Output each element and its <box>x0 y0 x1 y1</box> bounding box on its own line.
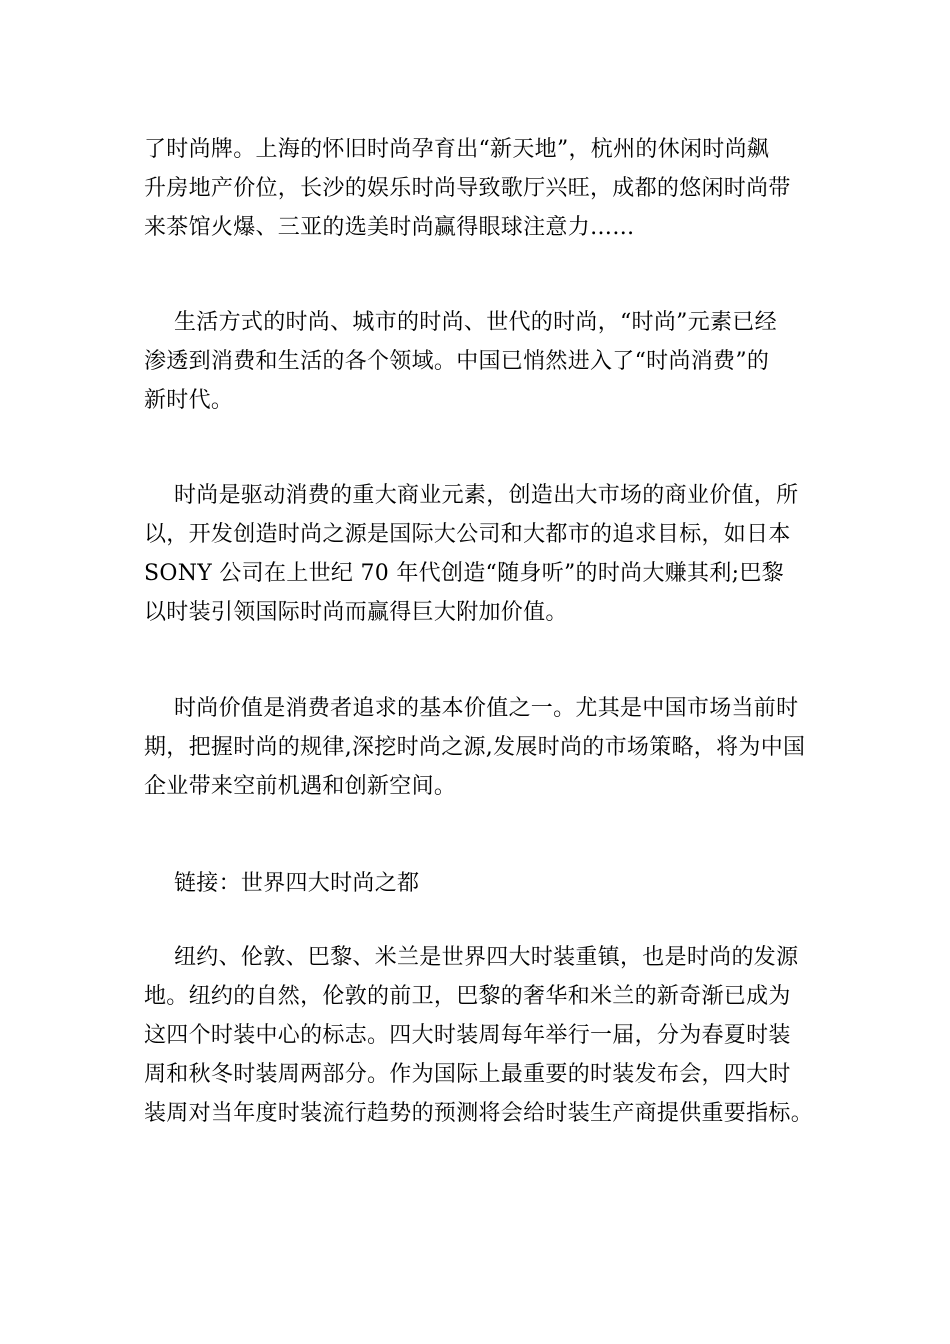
text-line: 装周对当年度时装流行趋势的预测将会给时装生产商提供重要指标。 <box>144 1101 814 1126</box>
paragraph-fashion-capitals <box>144 938 824 1133</box>
text-line: 地。纽约的自然，伦敦的前卫，巴黎的奢华和米兰的新奇渐已成为 <box>144 984 791 1009</box>
section-heading-link <box>144 864 824 903</box>
text-line: 链接：世界四大时尚之都 <box>174 871 420 896</box>
text-line: 生活方式的时尚、城市的时尚、世代的时尚，“时尚”元素已经 <box>174 310 777 335</box>
text-line: 时尚是驱动消费的重大商业元素，创造出大市场的商业价值，所 <box>174 483 799 508</box>
paragraph-fashion-consumption <box>144 303 824 420</box>
text-line: 升房地产价位，长沙的娱乐时尚导致歌厅兴旺，成都的悠闲时尚带 <box>144 176 791 201</box>
text-line: 新时代。 <box>144 388 234 413</box>
text-line: 纽约、伦敦、巴黎、米兰是世界四大时装重镇，也是时尚的发源 <box>174 945 799 970</box>
text-line: 周和秋冬时装周两部分。作为国际上最重要的时装发布会，四大时 <box>144 1062 791 1087</box>
paragraph-shanghai-fashion <box>144 130 824 247</box>
text-line: 来茶馆火爆、三亚的选美时尚赢得眼球注意力…… <box>144 215 635 240</box>
text-line: 了时尚牌。上海的怀旧时尚孕育出“新天地”，杭州的休闲时尚飙 <box>144 137 770 162</box>
text-line: 企业带来空前机遇和创新空间。 <box>144 774 457 799</box>
paragraph-consumer-value <box>144 689 824 806</box>
text-line: 时尚价值是消费者追求的基本价值之一。尤其是中国市场当前时 <box>174 696 799 721</box>
text-line: 以时装引领国际时尚而赢得巨大附加价值。 <box>144 600 568 625</box>
text-line: 这四个时装中心的标志。四大时装周每年举行一届，分为春夏时装 <box>144 1023 791 1048</box>
text-line: 以，开发创造时尚之源是国际大公司和大都市的追求目标，如日本 <box>144 522 791 547</box>
paragraph-business-value <box>144 476 824 632</box>
text-line: SONY 公司在上世纪 70 年代创造“随身听”的时尚大赚其利;巴黎 <box>144 561 784 586</box>
text-line: 期，把握时尚的规律,深挖时尚之源,发展时尚的市场策略，将为中国 <box>144 735 806 760</box>
text-line: 渗透到消费和生活的各个领域。中国已悄然进入了“时尚消费”的 <box>144 349 770 374</box>
